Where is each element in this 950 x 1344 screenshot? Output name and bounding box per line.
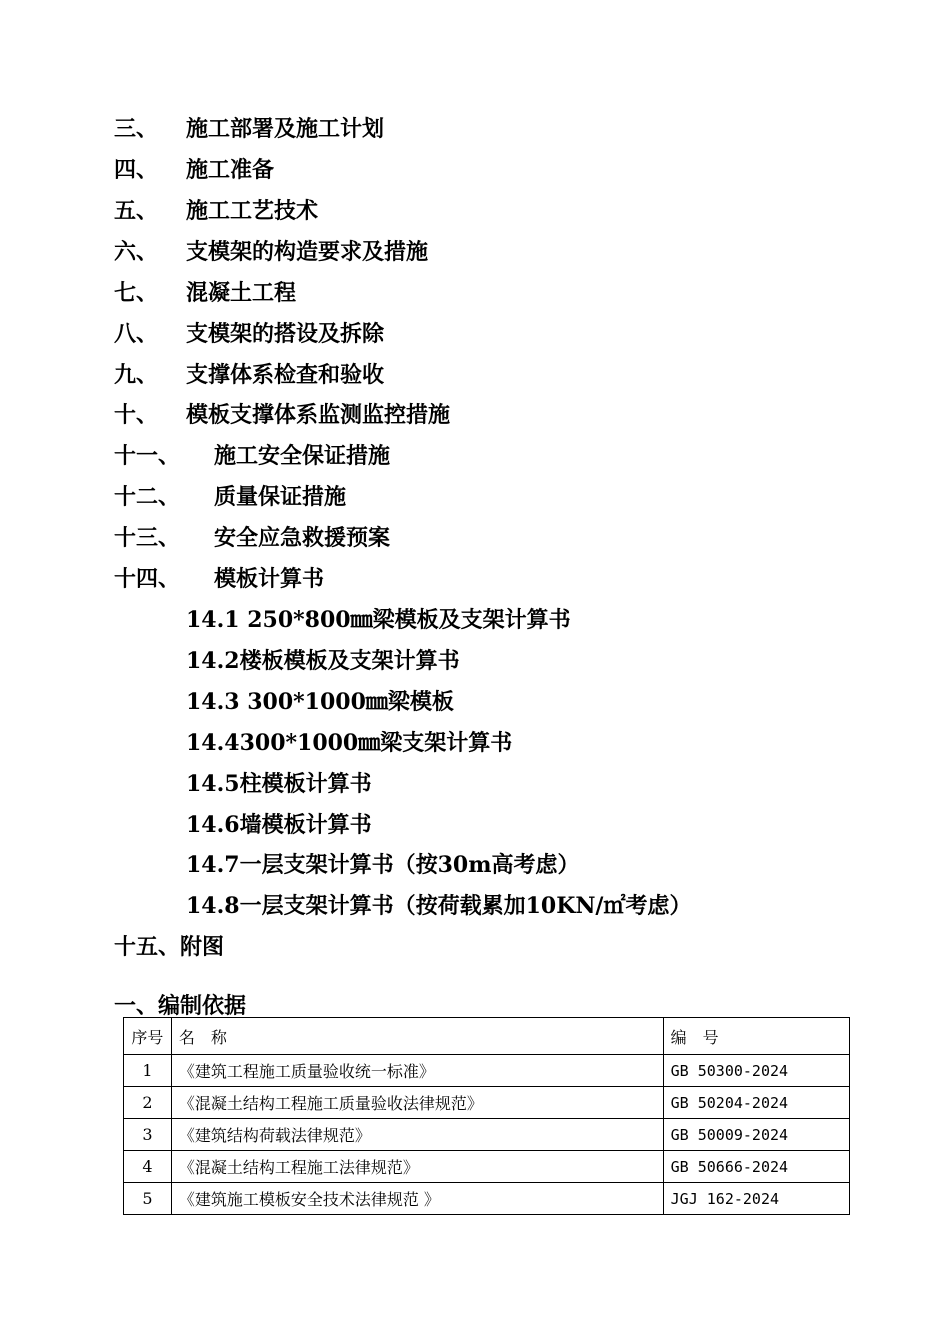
cell-code: GB 50009-2024: [663, 1119, 849, 1151]
toc-appendix-label: 十五、附图: [114, 934, 225, 960]
cell-name: 《建筑施工模板安全技术法律规范 》: [171, 1183, 663, 1215]
toc-title: 施工部署及施工计划: [186, 116, 385, 142]
toc-title: 安全应急救援预案: [214, 525, 391, 551]
toc-number: 七、: [114, 280, 159, 306]
table-row: [124, 1119, 850, 1151]
toc-title: 混凝土工程: [186, 280, 297, 306]
cell-code: GB 50300-2024: [663, 1055, 849, 1087]
toc-title: 施工准备: [186, 157, 275, 183]
table-row: [124, 1151, 850, 1183]
basis-table: [123, 1017, 850, 1215]
toc-title: 支撑体系检查和验收: [186, 362, 385, 388]
toc-subitem-label: 14.4300*1000㎜梁支架计算书: [186, 730, 513, 756]
section-heading: 一、编制依据: [114, 994, 247, 1019]
header-name: 名 称: [171, 1018, 663, 1055]
cell-code: GB 50666-2024: [663, 1151, 849, 1183]
header-no: 序号: [124, 1018, 172, 1055]
header-code: 编 号: [663, 1018, 849, 1055]
toc-title: 质量保证措施: [214, 484, 347, 510]
cell-name: 《建筑结构荷载法律规范》: [171, 1119, 663, 1151]
toc-subitem-label: 14.1 250*800㎜梁模板及支架计算书: [186, 607, 571, 633]
cell-code: JGJ 162-2024: [663, 1183, 849, 1215]
cell-no: 2: [124, 1087, 172, 1119]
toc-number: 五、: [114, 198, 159, 224]
toc-number: 十一、: [114, 443, 181, 469]
toc-subitem-label: 14.7一层支架计算书（按30m高考虑）: [186, 852, 580, 878]
toc-subitem-label: 14.3 300*1000㎜梁模板: [186, 689, 454, 715]
toc-number: 十、: [114, 402, 159, 428]
cell-no: 1: [124, 1055, 172, 1087]
cell-no: 3: [124, 1119, 172, 1151]
toc-subitem-label: 14.5柱模板计算书: [186, 771, 372, 797]
toc-title: 施工安全保证措施: [214, 443, 391, 469]
toc-number: 十四、: [114, 566, 181, 592]
cell-code: GB 50204-2024: [663, 1087, 849, 1119]
toc-number: 十三、: [114, 525, 181, 551]
toc-subitem-label: 14.8一层支架计算书（按荷载累加10KN/㎡考虑）: [186, 893, 692, 919]
toc-number: 八、: [114, 321, 159, 347]
toc-subitem-label: 14.6墙模板计算书: [186, 812, 372, 838]
toc-subitem-label: 14.2楼板模板及支架计算书: [186, 648, 460, 674]
table-row: [124, 1087, 850, 1119]
cell-name: 《建筑工程施工质量验收统一标准》: [171, 1055, 663, 1087]
cell-name: 《混凝土结构工程施工法律规范》: [171, 1151, 663, 1183]
cell-no: 5: [124, 1183, 172, 1215]
table-header-row: [124, 1018, 850, 1055]
toc-number: 四、: [114, 157, 159, 183]
toc-title: 施工工艺技术: [186, 198, 319, 224]
toc-number: 三、: [114, 116, 159, 142]
toc-number: 十二、: [114, 484, 181, 510]
toc-title: 支模架的构造要求及措施: [186, 239, 429, 265]
toc-title: 模板计算书: [214, 566, 325, 592]
toc-number: 九、: [114, 362, 159, 388]
toc-title: 支模架的搭设及拆除: [186, 321, 385, 347]
table-row: [124, 1055, 850, 1087]
cell-no: 4: [124, 1151, 172, 1183]
toc-number: 六、: [114, 239, 159, 265]
cell-name: 《混凝土结构工程施工质量验收法律规范》: [171, 1087, 663, 1119]
toc-title: 模板支撑体系监测监控措施: [186, 402, 451, 428]
table-row: [124, 1183, 850, 1215]
